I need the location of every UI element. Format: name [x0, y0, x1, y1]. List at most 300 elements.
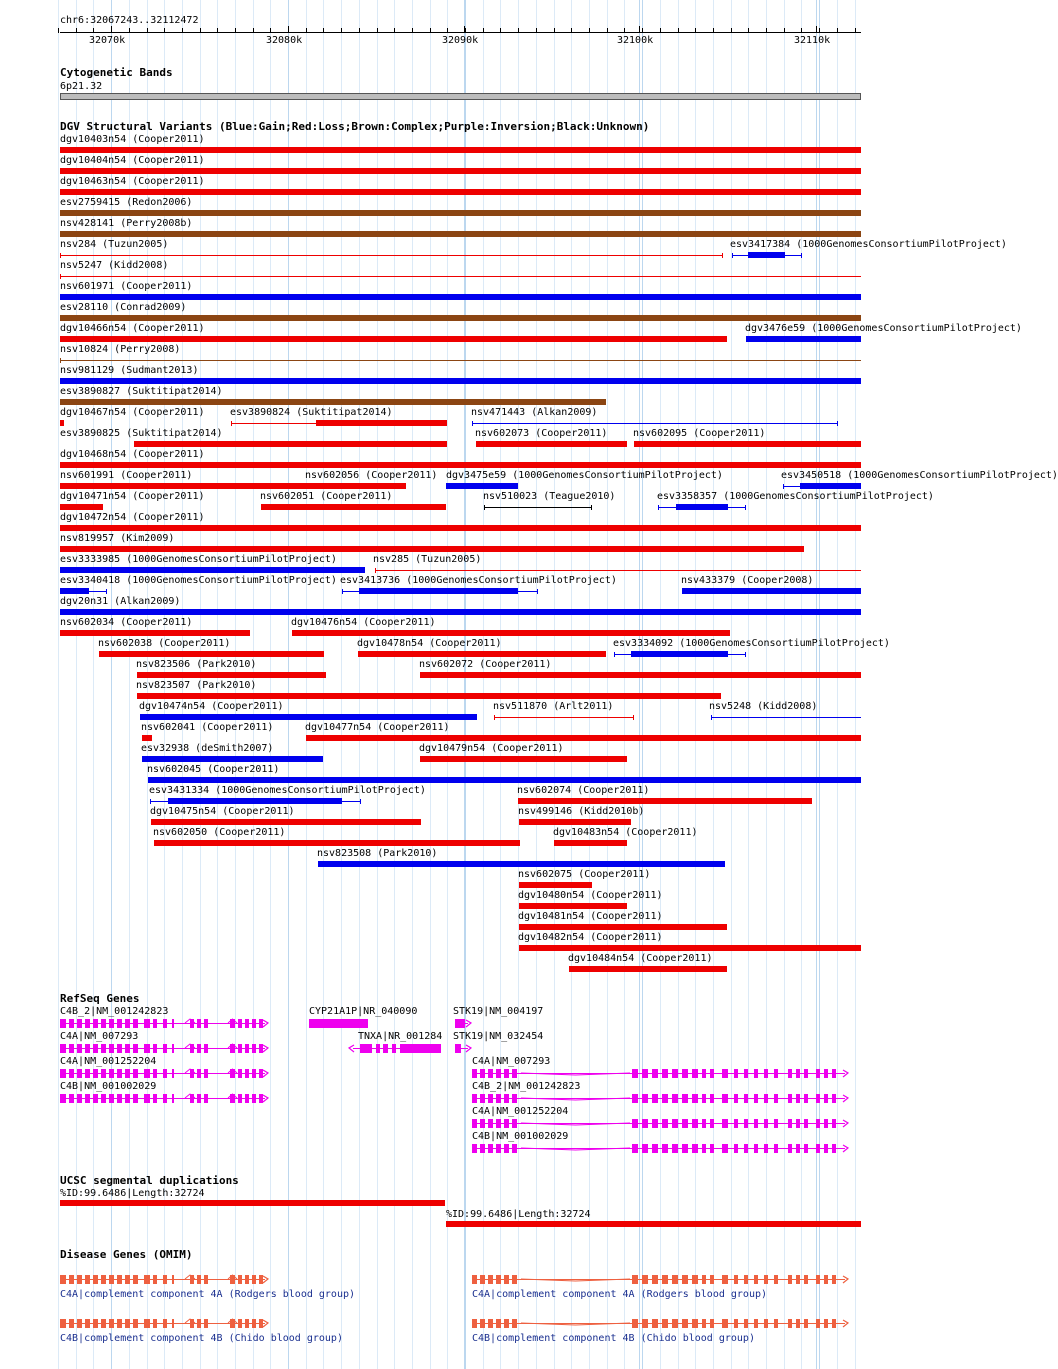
c4-gene-intron-arc: [228, 1018, 237, 1028]
ruler-tick: [93, 28, 94, 33]
dgv-variant-label[interactable]: nsv602072 (Cooper2011): [419, 659, 552, 670]
dgv-variant-label[interactable]: nsv601991 (Cooper2011): [60, 470, 193, 481]
ruler-tick: [660, 28, 661, 33]
dgv-variant-bar[interactable]: [60, 378, 861, 384]
c4-gene-far-exon: [722, 1144, 728, 1153]
dgv-variant-label[interactable]: nsv981129 (Sudmant2013): [60, 365, 199, 376]
omim-track-title: Disease Genes (OMIM): [60, 1248, 193, 1261]
c4-gene-exon: [238, 1019, 242, 1028]
refseq-gene-label[interactable]: C4B_2|NM_001242823: [60, 1006, 169, 1017]
omim-c4b-gene-exon: [109, 1319, 114, 1328]
dgv-variant-bar[interactable]: [446, 483, 518, 489]
dgv-variant-label[interactable]: dgv10463n54 (Cooper2011): [60, 176, 205, 187]
dgv-variant-bar[interactable]: [519, 882, 592, 888]
tnxa-gene-exon: [383, 1044, 388, 1053]
dgv-variant-label[interactable]: nsv499146 (Kidd2010b): [518, 806, 645, 817]
cytoband-track-title: Cytogenetic Bands: [60, 66, 173, 79]
dgv-variant-end: [745, 652, 746, 657]
dgv-variant-bar[interactable]: [60, 147, 861, 153]
dgv-variant-label[interactable]: dgv10483n54 (Cooper2011): [553, 827, 698, 838]
omim-c4b-gene-exon: [764, 1319, 768, 1328]
ruler-tick: [465, 28, 466, 33]
dgv-variant-label[interactable]: nsv602041 (Cooper2011): [141, 722, 274, 733]
dgv-variant-bar[interactable]: [137, 693, 721, 699]
tnxa-gene-exon: [360, 1044, 372, 1053]
dgv-variant-label[interactable]: dgv20n31 (Alkan2009): [60, 596, 181, 607]
c4-gene-exon: [77, 1044, 82, 1053]
dgv-variant-bar[interactable]: [60, 483, 305, 489]
omim-c4a-gene-exon: [69, 1275, 74, 1284]
dgv-variant-bar[interactable]: [60, 462, 861, 468]
dgv-variant-end: [711, 715, 712, 720]
dgv-variant-label[interactable]: nsv823506 (Park2010): [136, 659, 257, 670]
dgv-variant-bar[interactable]: [60, 525, 861, 531]
dgv-variant-label[interactable]: nsv602073 (Cooper2011): [475, 428, 608, 439]
c4-gene-far-exon: [672, 1144, 678, 1153]
dgv-variant-bar[interactable]: [569, 966, 727, 972]
c4-gene-far-exon: [722, 1069, 728, 1078]
grid-line: [518, 0, 519, 1369]
ruler-tick: [748, 28, 749, 33]
dgv-variant-bar[interactable]: [99, 651, 324, 657]
omim-c4a-gene-exon: [512, 1275, 517, 1284]
c4-gene-far-exon: [788, 1144, 792, 1153]
c4-gene-far-exon: [662, 1144, 668, 1153]
c4-gene-exon: [252, 1094, 256, 1103]
dgv-variant-label[interactable]: esv3334092 (1000GenomesConsortiumPilotProject): [613, 638, 890, 649]
c4-gene-exon: [60, 1044, 66, 1053]
dgv-variant-bar[interactable]: [519, 903, 627, 909]
c4-gene-exon: [117, 1044, 122, 1053]
omim-c4b-gene-exon: [504, 1319, 509, 1328]
omim-gene-label[interactable]: C4A|complement component 4A (Rodgers blood group): [472, 1289, 768, 1300]
dgv-variant-label[interactable]: nsv602038 (Cooper2011): [98, 638, 231, 649]
dgv-variant-label[interactable]: dgv10403n54 (Cooper2011): [60, 134, 205, 145]
dgv-variant-end: [658, 505, 659, 510]
dgv-variant-label[interactable]: dgv10476n54 (Cooper2011): [291, 617, 436, 628]
dgv-variant-label[interactable]: nsv601971 (Cooper2011): [60, 281, 193, 292]
omim-c4a-gene-strand-arrow: [843, 1275, 851, 1285]
dgv-variant-label[interactable]: esv3413736 (1000GenomesConsortiumPilotProject): [340, 575, 617, 586]
c4-gene-far-exon: [702, 1119, 706, 1128]
c4-gene-far-exon: [512, 1144, 517, 1153]
grid-line: [500, 0, 501, 1369]
c4-gene-far-exon: [788, 1094, 792, 1103]
dgv-variant-label[interactable]: nsv602045 (Cooper2011): [147, 764, 280, 775]
c4-gene-far-exon: [796, 1069, 800, 1078]
refseq-gene-label[interactable]: STK19|NM_032454: [453, 1031, 544, 1042]
ruler-tick: [129, 28, 130, 33]
dgv-variant-label[interactable]: nsv602095 (Cooper2011): [633, 428, 766, 439]
dgv-variant-bar[interactable]: [60, 609, 861, 615]
c4-gene-far-exon: [504, 1119, 509, 1128]
dgv-variant-label[interactable]: nsv5247 (Kidd2008): [60, 260, 169, 271]
c4-gene-exon: [197, 1019, 201, 1028]
omim-c4b-gene-exon: [824, 1319, 828, 1328]
ruler-tick: [784, 28, 785, 33]
dgv-variant-bar[interactable]: [306, 735, 861, 741]
dgv-variant-bar[interactable]: [134, 441, 447, 447]
dgv-variant-label[interactable]: esv3340418 (1000GenomesConsortiumPilotProject): [60, 575, 337, 586]
c4-gene-far-exon: [652, 1069, 658, 1078]
grid-line: [748, 0, 749, 1369]
dgv-variant-label[interactable]: nsv602034 (Cooper2011): [60, 617, 193, 628]
grid-line: [394, 0, 395, 1369]
segdup-label[interactable]: %ID:99.6486|Length:32724: [60, 1188, 205, 1199]
dgv-variant-bar[interactable]: [137, 672, 326, 678]
c4-gene-far-exon: [662, 1069, 668, 1078]
dgv-variant-bar[interactable]: [476, 441, 627, 447]
dgv-variant-label[interactable]: nsv602056 (Cooper2011): [305, 470, 438, 481]
refseq-gene-label[interactable]: C4A|NM_001252204: [472, 1106, 569, 1117]
ruler-tick: [412, 28, 413, 33]
dgv-variant-line[interactable]: [60, 255, 723, 256]
dgv-variant-bar[interactable]: [292, 630, 730, 636]
dgv-variant-bar[interactable]: [519, 819, 631, 825]
omim-c4a-gene-exon: [816, 1275, 820, 1284]
segdup-bar[interactable]: [446, 1221, 861, 1227]
dgv-variant-line[interactable]: [711, 717, 861, 718]
segdup-label[interactable]: %ID:99.6486|Length:32724: [446, 1209, 591, 1220]
c4-gene-exon: [197, 1069, 201, 1078]
refseq-track-title: RefSeq Genes: [60, 992, 140, 1005]
c4-gene-exon: [93, 1069, 98, 1078]
dgv-variant-label[interactable]: nsv602051 (Cooper2011): [260, 491, 393, 502]
c4-gene-far-exon: [764, 1119, 768, 1128]
c4-gene-far-intron-arc: [521, 1093, 630, 1103]
refseq-gene-label[interactable]: C4A|NM_007293: [472, 1056, 551, 1067]
dgv-variant-label[interactable]: nsv602050 (Cooper2011): [153, 827, 286, 838]
dgv-variant-label[interactable]: dgv10472n54 (Cooper2011): [60, 512, 205, 523]
dgv-variant-bar[interactable]: [60, 546, 804, 552]
c4-gene-far-exon: [816, 1144, 820, 1153]
dgv-variant-bar[interactable]: [634, 441, 861, 447]
dgv-variant-bar[interactable]: [518, 798, 812, 804]
dgv-variant-end: [783, 484, 784, 489]
ruler-tick: [801, 28, 802, 33]
c4-gene-exon: [204, 1094, 208, 1103]
omim-c4a-gene-exon: [77, 1275, 82, 1284]
cytoband-bar[interactable]: [60, 93, 861, 100]
dgv-variant-label[interactable]: nsv823507 (Park2010): [136, 680, 257, 691]
dgv-variant-label[interactable]: dgv10478n54 (Cooper2011): [357, 638, 502, 649]
c4-gene-far-exon: [488, 1144, 493, 1153]
dgv-variant-bar[interactable]: [682, 588, 861, 594]
omim-c4b-gene-exon: [652, 1319, 658, 1328]
omim-c4a-gene-exon: [238, 1275, 242, 1284]
dgv-variant-label[interactable]: nsv285 (Tuzun2005): [373, 554, 482, 565]
grid-line: [288, 0, 289, 1369]
dgv-variant-bar[interactable]: [140, 714, 477, 720]
dgv-variant-bar[interactable]: [746, 336, 861, 342]
dgv-variant-bar[interactable]: [60, 504, 103, 510]
ruler-tick-label: 32090k: [442, 35, 479, 46]
dgv-variant-label[interactable]: dgv10404n54 (Cooper2011): [60, 155, 205, 166]
dgv-variant-line[interactable]: [484, 507, 592, 508]
dgv-variant-bar[interactable]: [151, 819, 421, 825]
dgv-variant-end: [472, 421, 473, 426]
omim-c4b-gene-exon: [252, 1319, 256, 1328]
dgv-variant-bar[interactable]: [519, 924, 727, 930]
omim-c4a-gene-exon: [496, 1275, 501, 1284]
dgv-variant-bar[interactable]: [305, 483, 406, 489]
c4-gene-intron-arc: [185, 1043, 195, 1053]
dgv-variant-label[interactable]: esv2759415 (Redon2006): [60, 197, 193, 208]
c4-gene-exon: [85, 1069, 90, 1078]
omim-gene-label[interactable]: C4A|complement component 4A (Rodgers blood group): [60, 1289, 356, 1300]
ruler-major-tick: [816, 26, 817, 33]
omim-c4a-gene-exon: [125, 1275, 130, 1284]
refseq-gene-label[interactable]: TNXA|NR_001284: [358, 1031, 443, 1042]
dgv-variant-label[interactable]: nsv602074 (Cooper2011): [517, 785, 650, 796]
ruler-tick: [624, 28, 625, 33]
dgv-variant-label[interactable]: esv3890827 (Suktitipat2014): [60, 386, 223, 397]
dgv-variant-label[interactable]: nsv602075 (Cooper2011): [518, 869, 651, 880]
dgv-variant-end: [732, 253, 733, 258]
c4-gene-exon: [144, 1019, 150, 1028]
dgv-variant-label[interactable]: dgv10471n54 (Cooper2011): [60, 491, 205, 502]
omim-c4b-gene-strand-arrow: [263, 1319, 271, 1329]
dgv-variant-bar[interactable]: [148, 777, 861, 783]
omim-c4a-gene-exon: [245, 1275, 249, 1284]
c4-gene-far-exon: [632, 1119, 638, 1128]
dgv-variant-bar[interactable]: [60, 567, 365, 573]
dgv-variant-bar[interactable]: [519, 945, 861, 951]
grid-line: [695, 0, 696, 1369]
c4-gene-far-exon: [672, 1094, 678, 1103]
refseq-gene-label[interactable]: C4B|NM_001002029: [472, 1131, 569, 1142]
dgv-variant-bar[interactable]: [154, 840, 520, 846]
dgv-variant-label[interactable]: esv3890825 (Suktitipat2014): [60, 428, 223, 439]
omim-c4b-gene-exon: [662, 1319, 668, 1328]
dgv-variant-label[interactable]: nsv511870 (Arlt2011): [493, 701, 614, 712]
dgv-variant-end: [837, 421, 838, 426]
dgv-variant-bar[interactable]: [142, 756, 323, 762]
c4-gene-exon: [117, 1094, 122, 1103]
c4-gene-far-exon: [652, 1144, 658, 1153]
dgv-variant-bar[interactable]: [60, 420, 64, 426]
c4-gene-exon: [60, 1069, 66, 1078]
dgv-variant-label[interactable]: dgv10484n54 (Cooper2011): [568, 953, 713, 964]
refseq-gene-label[interactable]: C4A|NM_007293: [60, 1031, 139, 1042]
c4-gene-far-exon: [832, 1069, 836, 1078]
dgv-variant-bar[interactable]: [420, 756, 627, 762]
omim-gene-label[interactable]: C4B|complement component 4B (Chido blood group): [472, 1333, 755, 1344]
dgv-variant-bar[interactable]: [60, 336, 727, 342]
omim-c4a-gene-exon: [60, 1275, 66, 1284]
dgv-variant-inner[interactable]: [359, 588, 518, 594]
dgv-variant-inner[interactable]: [631, 651, 728, 657]
dgv-variant-bar[interactable]: [318, 861, 725, 867]
dgv-variant-label[interactable]: nsv428141 (Perry2008b): [60, 218, 193, 229]
c4-gene-far-exon: [702, 1144, 706, 1153]
dgv-variant-label[interactable]: nsv10824 (Perry2008): [60, 344, 181, 355]
c4-gene-far-exon: [692, 1094, 698, 1103]
omim-c4a-gene-exon: [832, 1275, 836, 1284]
dgv-variant-inner[interactable]: [676, 504, 728, 510]
dgv-variant-line[interactable]: [60, 360, 861, 361]
dgv-variant-line[interactable]: [494, 717, 634, 718]
grid-line: [766, 0, 767, 1369]
dgv-variant-label[interactable]: esv28110 (Conrad2009): [60, 302, 187, 313]
dgv-variant-bar[interactable]: [60, 399, 606, 405]
omim-c4a-gene-exon: [163, 1275, 167, 1284]
c4-gene-far-exon: [682, 1094, 688, 1103]
c4-gene-exon: [93, 1019, 98, 1028]
c4-gene-far-exon: [488, 1094, 493, 1103]
dgv-variant-label[interactable]: esv3358357 (1000GenomesConsortiumPilotProject): [657, 491, 934, 502]
c4-gene-far-exon: [710, 1119, 714, 1128]
omim-c4b-gene-exon: [77, 1319, 82, 1328]
omim-c4a-gene-exon: [117, 1275, 122, 1284]
omim-c4b-gene-exon: [754, 1319, 758, 1328]
dgv-variant-end: [801, 253, 802, 258]
c4-gene-exon: [153, 1019, 157, 1028]
omim-c4a-gene-exon: [504, 1275, 509, 1284]
dgv-variant-label[interactable]: nsv819957 (Kim2009): [60, 533, 175, 544]
omim-c4b-gene-exon: [101, 1319, 106, 1328]
dgv-variant-bar[interactable]: [420, 672, 861, 678]
dgv-variant-end: [375, 568, 376, 573]
omim-gene-label[interactable]: C4B|complement component 4B (Chido blood group): [60, 1333, 343, 1344]
c4-gene-exon: [252, 1069, 256, 1078]
c4-gene-exon: [238, 1094, 242, 1103]
dgv-variant-label[interactable]: dgv3476e59 (1000GenomesConsortiumPilotProject): [745, 323, 1022, 334]
dgv-variant-label[interactable]: dgv10475n54 (Cooper2011): [150, 806, 295, 817]
dgv-variant-label[interactable]: dgv10481n54 (Cooper2011): [518, 911, 663, 922]
refseq-gene-label[interactable]: STK19|NM_004197: [453, 1006, 544, 1017]
omim-c4b-gene-exon: [60, 1319, 66, 1328]
dgv-variant-label[interactable]: esv3890824 (Suktitipat2014): [230, 407, 393, 418]
c4-gene-exon: [109, 1044, 114, 1053]
grid-line: [412, 0, 413, 1369]
ruler-major-tick: [111, 26, 112, 33]
omim-c4a-gene-exon: [702, 1275, 706, 1284]
refseq-gene-label[interactable]: C4B|NM_001002029: [60, 1081, 157, 1092]
c4-gene-far-exon: [642, 1119, 648, 1128]
dgv-variant-bar[interactable]: [60, 168, 861, 174]
omim-c4b-gene-exon: [204, 1319, 208, 1328]
ruler-tick-label: 32070k: [89, 35, 126, 46]
dgv-variant-label[interactable]: nsv471443 (Alkan2009): [471, 407, 598, 418]
dgv-variant-label[interactable]: dgv10479n54 (Cooper2011): [419, 743, 564, 754]
c4-gene-exon: [109, 1019, 114, 1028]
dgv-variant-label[interactable]: esv3417384 (1000GenomesConsortiumPilotProject): [730, 239, 1007, 250]
dgv-variant-label[interactable]: dgv10480n54 (Cooper2011): [518, 890, 663, 901]
dgv-variant-label[interactable]: nsv823508 (Park2010): [317, 848, 438, 859]
dgv-variant-bar[interactable]: [60, 315, 861, 321]
dgv-variant-inner[interactable]: [60, 588, 89, 594]
dgv-variant-label[interactable]: dgv10468n54 (Cooper2011): [60, 449, 205, 460]
dgv-variant-bar[interactable]: [261, 504, 446, 510]
grid-line: [377, 0, 378, 1369]
dgv-variant-inner[interactable]: [316, 420, 447, 426]
ruler-tick: [695, 28, 696, 33]
omim-c4a-gene-exon: [796, 1275, 800, 1284]
c4-gene-far-strand-arrow: [843, 1069, 851, 1079]
grid-line: [536, 0, 537, 1369]
omim-c4b-gene-exon: [245, 1319, 249, 1328]
ruler-position: chr6:32067243..32112472: [60, 15, 199, 26]
dgv-variant-bar[interactable]: [60, 189, 861, 195]
dgv-variant-label[interactable]: nsv284 (Tuzun2005): [60, 239, 169, 250]
c4-gene-intron-arc: [185, 1093, 195, 1103]
c4-gene-far-exon: [816, 1119, 820, 1128]
dgv-variant-label[interactable]: esv3333985 (1000GenomesConsortiumPilotProject): [60, 554, 337, 565]
c4-gene-intron-arc: [228, 1068, 237, 1078]
grid-line: [819, 0, 820, 1369]
grid-line: [306, 0, 307, 1369]
c4-gene-far-exon: [824, 1119, 828, 1128]
c4-gene-exon: [109, 1094, 114, 1103]
dgv-variant-bar[interactable]: [60, 231, 861, 237]
c4-gene-far-exon: [702, 1094, 706, 1103]
dgv-variant-label[interactable]: dgv10474n54 (Cooper2011): [139, 701, 284, 712]
dgv-variant-label[interactable]: dgv10466n54 (Cooper2011): [60, 323, 205, 334]
dgv-variant-label[interactable]: esv3450518 (1000GenomesConsortiumPilotProject): [781, 470, 1058, 481]
dgv-variant-label[interactable]: nsv5248 (Kidd2008): [709, 701, 818, 712]
dgv-variant-bar[interactable]: [60, 294, 861, 300]
dgv-variant-bar[interactable]: [358, 651, 606, 657]
ruler-tick: [678, 28, 679, 33]
omim-c4b-gene-exon: [85, 1319, 90, 1328]
grid-line: [801, 0, 802, 1369]
tnxa-gene-exon: [392, 1044, 396, 1053]
dgv-variant-label[interactable]: dgv10477n54 (Cooper2011): [305, 722, 450, 733]
dgv-variant-line[interactable]: [472, 423, 838, 424]
c4-gene-far-strand-arrow: [843, 1119, 851, 1129]
dgv-variant-inner[interactable]: [168, 798, 342, 804]
ruler-tick: [855, 28, 856, 33]
dgv-variant-bar[interactable]: [554, 840, 627, 846]
dgv-variant-label[interactable]: dgv10467n54 (Cooper2011): [60, 407, 205, 418]
omim-c4b-gene-exon: [153, 1319, 157, 1328]
dgv-variant-bar[interactable]: [60, 630, 250, 636]
dgv-variant-label[interactable]: esv32938 (deSmith2007): [141, 743, 274, 754]
omim-c4b-gene-exon: [117, 1319, 122, 1328]
c4-gene-exon: [93, 1094, 98, 1103]
segdup-bar[interactable]: [60, 1200, 445, 1206]
refseq-gene-label[interactable]: C4A|NM_001252204: [60, 1056, 157, 1067]
ruler-tick: [306, 28, 307, 33]
dgv-variant-inner[interactable]: [800, 483, 861, 489]
c4-gene-exon: [172, 1044, 174, 1053]
omim-c4b-gene-exon: [682, 1319, 688, 1328]
dgv-variant-label[interactable]: nsv433379 (Cooper2008): [681, 575, 814, 586]
omim-c4a-gene-exon: [734, 1275, 738, 1284]
dgv-variant-bar[interactable]: [60, 210, 861, 216]
refseq-gene-label[interactable]: C4B_2|NM_001242823: [472, 1081, 581, 1092]
c4-gene-exon: [245, 1044, 249, 1053]
c4-gene-far-exon: [496, 1094, 501, 1103]
omim-c4a-gene-exon: [632, 1275, 638, 1284]
dgv-variant-line[interactable]: [375, 570, 861, 571]
c4-gene-far-exon: [796, 1094, 800, 1103]
omim-c4b-gene-intron-arc: [185, 1318, 195, 1328]
dgv-variant-label[interactable]: dgv10482n54 (Cooper2011): [518, 932, 663, 943]
dgv-variant-label[interactable]: dgv3475e59 (1000GenomesConsortiumPilotProject): [446, 470, 723, 481]
dgv-variant-label[interactable]: nsv510023 (Teague2010): [483, 491, 616, 502]
dgv-variant-line[interactable]: [60, 276, 861, 277]
dgv-variant-label[interactable]: esv3431334 (1000GenomesConsortiumPilotProject): [149, 785, 426, 796]
dgv-variant-inner[interactable]: [748, 252, 785, 258]
omim-c4a-gene-exon: [692, 1275, 698, 1284]
refseq-gene-label[interactable]: CYP21A1P|NR_040090: [309, 1006, 418, 1017]
dgv-variant-bar[interactable]: [142, 735, 152, 741]
c4-gene-exon: [77, 1094, 82, 1103]
dgv-variant-end: [231, 421, 232, 426]
omim-c4b-gene-exon: [642, 1319, 648, 1328]
